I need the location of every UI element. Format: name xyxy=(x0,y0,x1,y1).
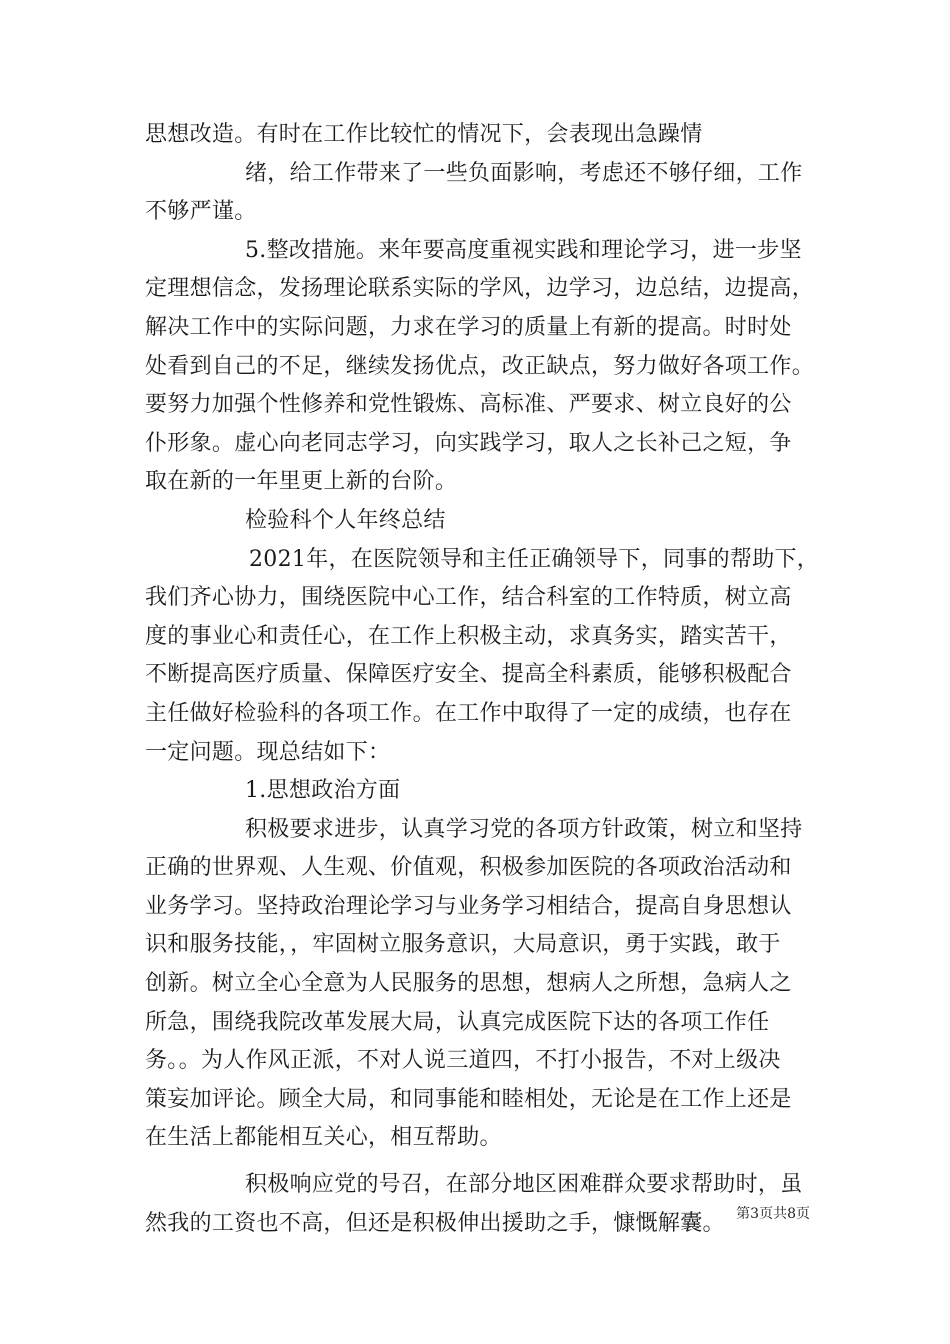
text-line: 创新。树立全心全意为人民服务的思想，想病人之所想，急病人之 xyxy=(145,971,792,997)
text-line: 一定问题。现总结如下： xyxy=(145,739,391,765)
text-line: 我们齐心协力，围绕医院中心工作，结合科室的工作特质，树立高 xyxy=(145,585,792,611)
page-number: 第3页共8页 xyxy=(736,1206,810,1222)
body-text xyxy=(145,116,820,1243)
section-title: 检验科个人年终总结 xyxy=(245,507,446,533)
text-line: 不够严谨。 xyxy=(145,199,257,225)
text-line: 解决工作中的实际问题，力求在学习的质量上有新的提高。时时处 xyxy=(145,314,792,340)
text-line: 要努力加强个性修养和党性锻炼、高标准、严要求、树立良好的公 xyxy=(145,392,792,418)
text-line: 定理想信念，发扬理论联系实际的学风，边学习，边总结，边提高， xyxy=(145,276,815,302)
text-line: 度的事业心和责任心，在工作上积极主动，求真务实，踏实苦干， xyxy=(145,623,792,649)
text-line: 仆形象。虚心向老同志学习，向实践学习，取人之长补己之短，争 xyxy=(145,430,792,456)
text-line: 思想改造。有时在工作比较忙的情况下，会表现出急躁情 xyxy=(145,122,703,147)
text-line: 主任做好检验科的各项工作。在工作中取得了一定的成绩，也存在 xyxy=(145,700,792,726)
text-line: 积极要求进步，认真学习党的各项方针政策，树立和坚持 xyxy=(245,816,803,842)
text-line: 识和服务技能，，牢固树立服务意识，大局意识，勇于实践，敢于 xyxy=(145,932,781,958)
text-line: 不断提高医疗质量、保障医疗安全、提高全科素质，能够积极配合 xyxy=(145,662,792,688)
text-line: 业务学习。坚持政治理论学习与业务学习相结合，提高自身思想认 xyxy=(145,893,792,919)
text-line: 处看到自己的不足，继续发扬优点，改正缺点，努力做好各项工作。 xyxy=(145,353,815,379)
subsection-title: 1.思想政治方面 xyxy=(245,778,401,804)
text-line: 正确的世界观、人生观、价值观，积极参加医院的各项政治活动和 xyxy=(145,855,792,881)
text-line: 在生活上都能相互关心，相互帮助。 xyxy=(145,1125,502,1151)
text-line: 5.整改措施。来年要高度重视实践和理论学习，进一步坚 xyxy=(245,237,802,263)
text-line: 所急，围绕我院改革发展大局，认真完成医院下达的各项工作任 xyxy=(145,1009,770,1035)
text-line: 务。。为人作风正派，不对人说三道四，不打小报告，不对上级决 xyxy=(145,1048,781,1074)
text-line: 取在新的一年里更上新的台阶。 xyxy=(145,469,458,495)
text-line: 积极响应党的号召，在部分地区困难群众要求帮助时，虽 xyxy=(245,1172,803,1198)
text-line: 绪，给工作带来了一些负面影响，考虑还不够仔细，工作 xyxy=(245,160,803,186)
text-line: 然我的工资也不高，但还是积极伸出援助之手，慷慨解囊。 xyxy=(145,1210,725,1236)
text-line: 2021年，在医院领导和主任正确领导下，同事的帮助下， xyxy=(249,546,820,572)
paragraph-gap xyxy=(145,1158,810,1166)
text-line: 策妄加评论。顾全大局，和同事能和睦相处，无论是在工作上还是 xyxy=(145,1086,792,1112)
